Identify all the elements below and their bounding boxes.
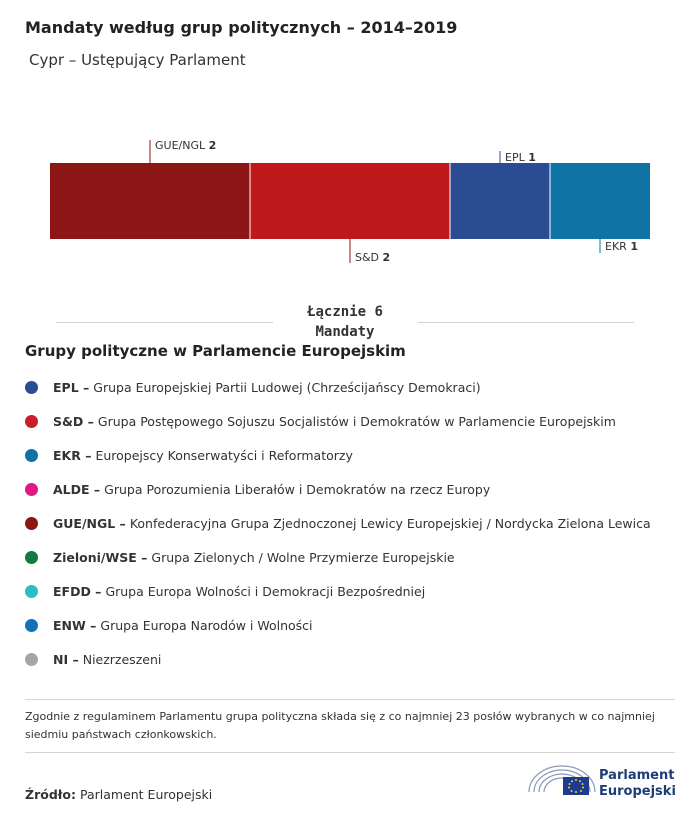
footer-divider-top [25,699,675,700]
parliament-logo [527,760,677,802]
legend-item [25,438,685,472]
legend-name: Niezrzeszeni [82,651,162,667]
bar-segment-epl [450,163,550,239]
data-label: EKR 1 [605,240,638,253]
legend-name: Grupa Porozumienia Liberałów i Demokratów na rzecz Europy [104,481,491,497]
legend-item [25,370,685,404]
chart-title: Mandaty według grup politycznych – 2014–2019 [25,18,458,37]
footer-note: Zgodnie z regulaminem Parlamentu grupa polityczna składa się z co najmniej 23 posłów wybranych w co najmniej siedmiu państwach członkowskich. [25,710,655,741]
legend-name: Grupa Zielonych / Wolne Przymierze Europejskie [151,549,455,565]
legend-dot [25,517,38,530]
legend-name: Europejscy Konserwatyści i Reformatorzy [95,447,353,463]
legend-dot [25,415,38,428]
legend-item [25,404,685,438]
legend-name: Grupa Postępowego Sojuszu Socjalistów i Demokratów w Parlamencie Europejskim [97,413,616,429]
legend [25,370,685,676]
bar-segment-ekr [550,163,650,239]
legend-item [25,540,685,574]
legend-title: Grupy polityczne w Parlamencie Europejskim [25,342,406,360]
legend-item [25,506,685,540]
legend-item [25,642,685,676]
legend-name: Grupa Europa Narodów i Wolności [100,617,313,633]
legend-name: Grupa Europejskiej Partii Ludowej (Chrześcijańscy Demokraci) [93,379,481,395]
data-label: EPL 1 [505,151,536,164]
legend-abbr: EFDD – [53,583,102,599]
legend-abbr: EKR – [53,447,92,463]
legend-dot [25,449,38,462]
stacked-bar-chart [0,130,700,280]
source-label: Źródło: [25,787,76,802]
bar-segment-gue-ngl [50,163,250,239]
legend-abbr: NI – [53,651,79,667]
bar-segment-s-d [250,163,450,239]
legend-abbr: S&D – [53,413,94,429]
legend-name: Konfederacyjna Grupa Zjednoczonej Lewicy Europejskiej / Nordycka Zielona Lewica [129,515,651,531]
logo-text [599,768,676,800]
legend-name: Grupa Europa Wolności i Demokracji Bezpośredniej [105,583,426,599]
legend-dot [25,483,38,496]
legend-dot [25,381,38,394]
legend-abbr: ENW – [53,617,97,633]
logo-line-1: Parlament [599,768,675,783]
footer-divider-bottom [25,752,675,753]
source-value: Parlament Europejski [79,787,213,802]
legend-dot [25,653,38,666]
hemicycle-icon [527,760,597,802]
legend-item [25,574,685,608]
total-unit: Mandaty [315,324,375,340]
chart-subtitle: Cypr – Ustępujący Parlament [29,51,246,69]
data-label: S&D 2 [355,251,391,264]
legend-dot [25,585,38,598]
legend-abbr: EPL – [53,379,90,395]
total-seats [56,302,634,342]
total-count: Łącznie 6 [307,304,383,320]
legend-dot [25,619,38,632]
logo-line-2: Europejski [599,784,676,799]
legend-abbr: GUE/NGL – [53,515,126,531]
legend-dot [25,551,38,564]
total-label [56,302,634,342]
legend-abbr: Zieloni/WSE – [53,549,148,565]
legend-abbr: ALDE – [53,481,101,497]
data-label: GUE/NGL 2 [155,139,217,152]
legend-item [25,608,685,642]
source [25,787,212,802]
legend-item [25,472,685,506]
